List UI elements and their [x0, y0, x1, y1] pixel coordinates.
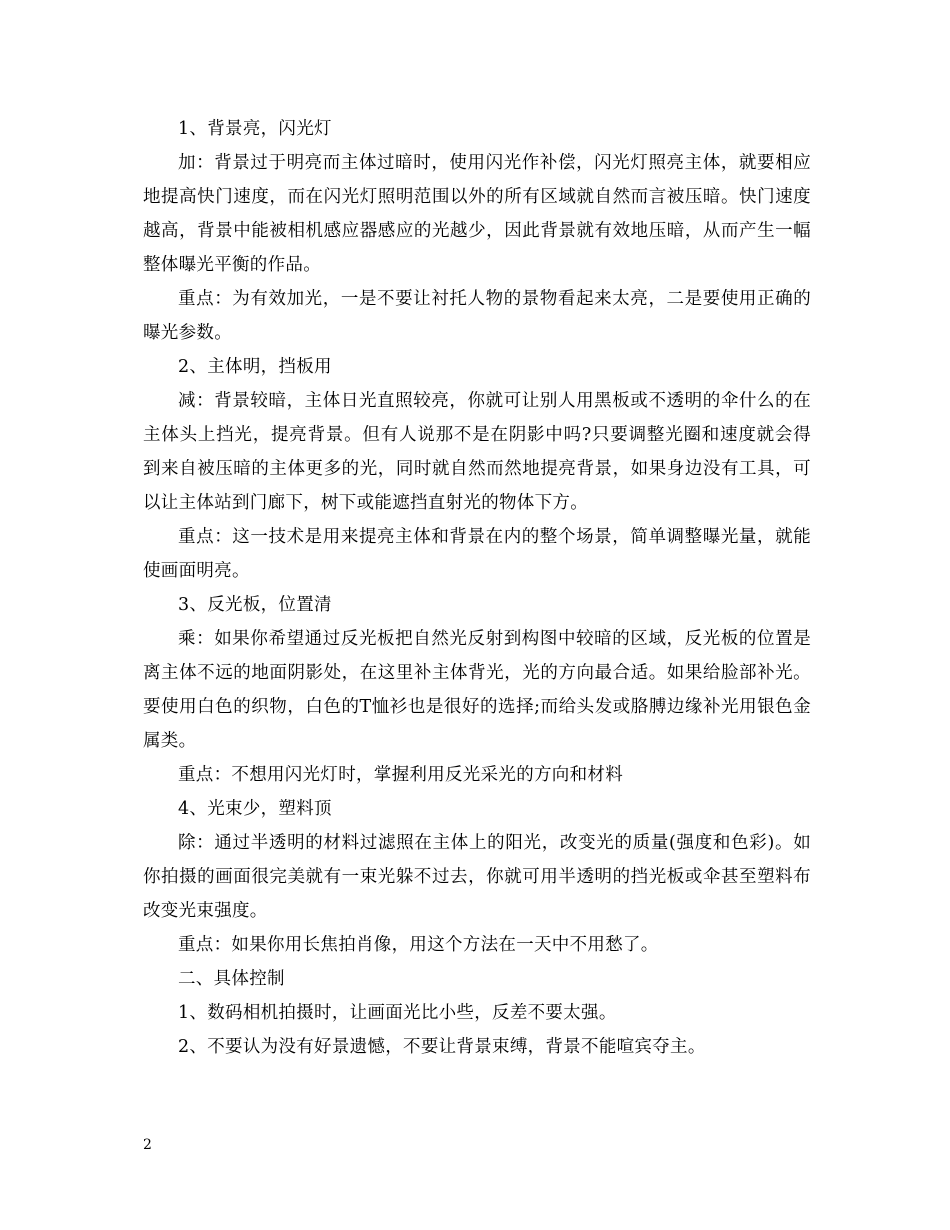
- section-heading-1: 1、背景亮，闪光灯: [178, 119, 332, 139]
- document-body: [143, 112, 811, 1064]
- section-heading-2: 2、主体明，挡板用: [178, 357, 332, 377]
- paragraph-reflector: 乘：如果你希望通过反光板把自然光反射到构图中较暗的区域，反光板的位置是离主体不远的地面阴影处，在这里补主体背光，光的方向最合适。如果给脸部补光。要使用白色的织物，白色的T恤衫也是很好的选择;而给头发或胳膊边缘补光用银色金属类。: [143, 629, 811, 751]
- paragraph-add-light: 加：背景过于明亮而主体过暗时，使用闪光作补偿，闪光灯照亮主体，就要相应地提高快门速度，而在闪光灯照明范围以外的所有区域就自然而言被压暗。快门速度越高，背景中能被相机感应器感应的光越少，因此背景就有效地压暗，从而产生一幅整体曝光平衡的作品。: [143, 153, 811, 275]
- paragraph-key-point-3: 重点：不想用闪光灯时，掌握利用反光采光的方向和材料: [178, 765, 623, 785]
- section-heading-3: 3、反光板，位置清: [178, 595, 332, 615]
- list-item-1: 1、数码相机拍摄时，让画面光比小些，反差不要太强。: [178, 1003, 617, 1023]
- paragraph-diffuse-light: 除：通过半透明的材料过滤照在主体上的阳光，改变光的质量(强度和色彩)。如你拍摄的画面很完美就有一束光躲不过去，你就可用半透明的挡光板或伞甚至塑料布改变光束强度。: [143, 833, 811, 921]
- paragraph-key-point-1: 重点：为有效加光，一是不要让衬托人物的景物看起来太亮，二是要使用正确的曝光参数。: [143, 289, 811, 343]
- paragraph-key-point-4: 重点：如果你用长焦拍肖像，用这个方法在一天中不用愁了。: [178, 935, 659, 955]
- section-heading-specific-control: 二、具体控制: [178, 969, 285, 989]
- section-heading-4: 4、光束少，塑料顶: [178, 799, 332, 819]
- list-item-2: 2、不要认为没有好景遗憾，不要让背景束缚，背景不能喧宾夺主。: [178, 1037, 706, 1057]
- paragraph-reduce-light: 减：背景较暗，主体日光直照较亮，你就可让别人用黑板或不透明的伞什么的在主体头上挡光，提亮背景。但有人说那不是在阴影中吗?只要调整光圈和速度就会得到来自被压暗的主体更多的光，同时就自然而然地提亮背景，如果身边没有工具，可以让主体站到门廊下，树下或能遮挡直射光的物体下方。: [143, 391, 811, 513]
- paragraph-key-point-2: 重点：这一技术是用来提亮主体和背景在内的整个场景，简单调整曝光量，就能使画面明亮。: [143, 527, 811, 581]
- page-number: 2: [143, 1137, 152, 1153]
